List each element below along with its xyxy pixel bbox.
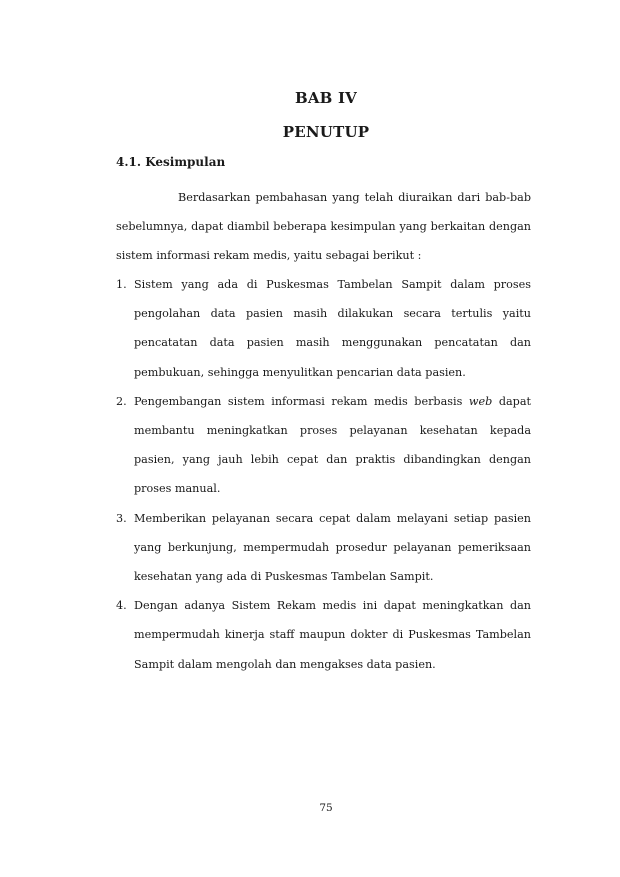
list-item-text-part: dapat membantu meningkatkan proses pelayanan kesehatan kepada pasien, yang jauh lebih cepat dan praktis dibandingkan dengan proses manual. bbox=[134, 394, 531, 496]
list-item bbox=[116, 387, 531, 504]
page-number: 75 bbox=[319, 802, 333, 814]
list-item bbox=[116, 270, 531, 387]
conclusion-list bbox=[116, 270, 531, 679]
list-item-number: 1. bbox=[116, 278, 127, 291]
section-heading: 4.1. Kesimpulan bbox=[116, 155, 226, 169]
list-item-text-part: Sistem yang ada di Puskesmas Tambelan Sampit dalam proses pengolahan data pasien masih dilakukan secara tertulis yaitu pencatatan data pasien masih menggunakan pencatatan dan pembukuan, sehingga menyulitkan pencarian data pasien. bbox=[134, 278, 531, 379]
list-item-text-part: Pengembangan sistem informasi rekam medis berbasis bbox=[134, 394, 469, 408]
chapter-title: PENUTUP bbox=[282, 123, 370, 141]
list-item-text bbox=[134, 599, 531, 670]
list-item-text-part: Memberikan pelayanan secara cepat dalam melayani setiap pasien yang berkunjung, mempermudah prosedur pelayanan pemeriksaan kesehatan yang ada di Puskesmas Tambelan Sampit. bbox=[134, 511, 531, 584]
list-item-text bbox=[134, 395, 531, 496]
list-item-text bbox=[134, 512, 531, 583]
intro-paragraph: Berdasarkan pembahasan yang telah diuraikan dari bab-bab sebelumnya, dapat diambil beberapa kesimpulan yang berkaitan dengan sistem informasi rekam medis, yaitu sebagai berikut : bbox=[116, 191, 531, 263]
list-item-text-part: Dengan adanya Sistem Rekam medis ini dapat meningkatkan dan mempermudah kinerja staff maupun dokter di Puskesmas Tambelan Sampit dalam mengolah dan mengakses data pasien. bbox=[134, 599, 531, 671]
list-item-number: 3. bbox=[116, 511, 127, 525]
list-item bbox=[116, 504, 531, 592]
list-item-number: 2. bbox=[116, 394, 127, 408]
chapter-label: BAB IV bbox=[294, 89, 358, 107]
list-item-number: 4. bbox=[116, 599, 127, 613]
list-item bbox=[116, 591, 531, 679]
list-item-emphasis: web bbox=[468, 394, 493, 408]
list-item-text bbox=[134, 278, 531, 379]
